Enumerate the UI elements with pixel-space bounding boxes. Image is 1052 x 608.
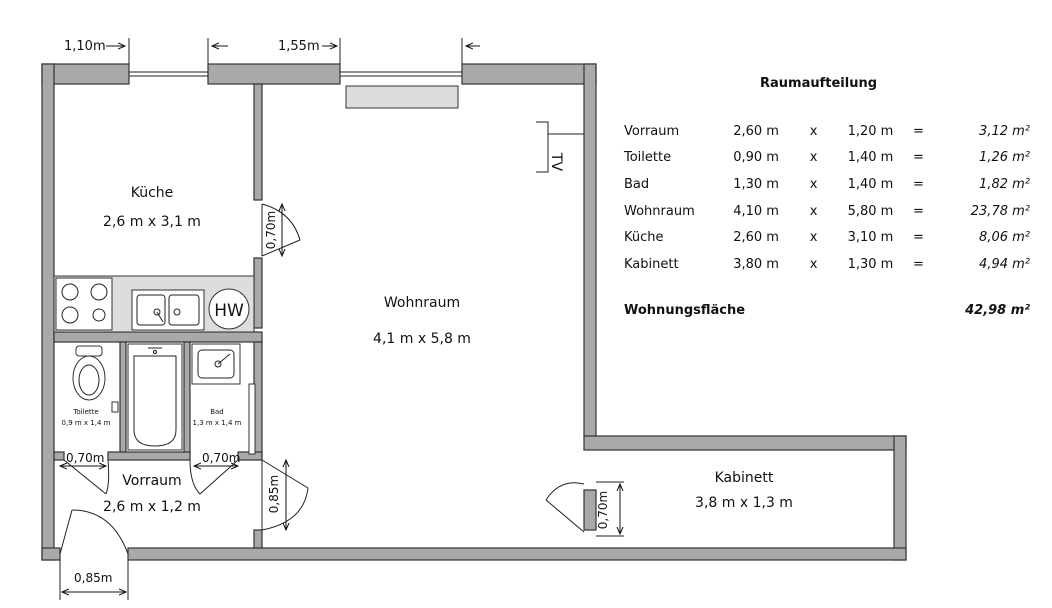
total-label: Wohnungsfläche bbox=[624, 302, 746, 318]
schedule-width: 4,10 m bbox=[733, 203, 779, 219]
tv-icon bbox=[536, 122, 584, 172]
schedule-equals: = bbox=[912, 150, 924, 166]
schedule-width: 1,30 m bbox=[733, 176, 779, 192]
schedule-equals: = bbox=[912, 256, 924, 272]
schedule-times: x bbox=[809, 203, 818, 219]
schedule-room: Kabinett bbox=[624, 256, 679, 272]
radiator bbox=[346, 86, 458, 108]
room-bad-name: Bad bbox=[210, 408, 224, 416]
room-wohnraum-size: 4,1 m x 5,8 m bbox=[373, 331, 471, 347]
schedule-table bbox=[610, 118, 1030, 278]
schedule-area: 1,82 m² bbox=[979, 176, 1030, 192]
schedule-equals: = bbox=[912, 123, 924, 139]
schedule-length: 3,10 m bbox=[847, 230, 894, 246]
schedule-times: x bbox=[809, 230, 818, 246]
room-kueche-name: Küche bbox=[130, 185, 174, 201]
schedule-length: 1,40 m bbox=[847, 150, 894, 166]
kitchen-counter bbox=[54, 276, 254, 332]
schedule-room: Toilette bbox=[624, 150, 672, 166]
toilet-icon bbox=[73, 346, 118, 412]
schedule-area: 3,12 m² bbox=[979, 123, 1030, 139]
schedule-row bbox=[610, 118, 1030, 145]
schedule-room: Küche bbox=[624, 230, 664, 246]
schedule-area: 4,94 m² bbox=[979, 256, 1030, 272]
room-vorraum-name: Vorraum bbox=[122, 473, 182, 489]
room-kabinett-name: Kabinett bbox=[714, 470, 774, 486]
schedule-area: 8,06 m² bbox=[979, 230, 1030, 246]
schedule-length: 1,20 m bbox=[847, 123, 894, 139]
schedule-row bbox=[610, 145, 1030, 172]
room-wohnraum-name: Wohnraum bbox=[383, 295, 461, 311]
dim-window-middle: 1,55m bbox=[278, 39, 320, 54]
schedule-width: 2,60 m bbox=[733, 230, 779, 246]
dim-door-kitchen: 0,70m bbox=[264, 210, 278, 250]
dim-door-cabinet: 0,70m bbox=[596, 490, 610, 530]
schedule-length: 1,30 m bbox=[847, 256, 894, 272]
kitchen-sink bbox=[132, 290, 204, 330]
schedule-times: x bbox=[809, 150, 818, 166]
room-toilette-size: 0,9 m x 1,4 m bbox=[61, 419, 111, 427]
dim-door-bath: 0,70m bbox=[202, 451, 241, 465]
schedule-width: 2,60 m bbox=[733, 123, 779, 139]
schedule-row bbox=[610, 171, 1030, 198]
schedule-room: Wohnraum bbox=[624, 203, 695, 219]
room-vorraum-size: 2,6 m x 1,2 m bbox=[103, 499, 201, 515]
schedule-times: x bbox=[809, 176, 818, 192]
dim-door-toilet: 0,70m bbox=[66, 451, 105, 465]
schedule-room: Vorraum bbox=[624, 123, 680, 139]
schedule-row bbox=[610, 198, 1030, 225]
schedule-room: Bad bbox=[624, 176, 650, 192]
room-bad-size: 1,3 m x 1,4 m bbox=[192, 419, 242, 427]
room-schedule bbox=[610, 76, 1030, 318]
schedule-equals: = bbox=[912, 230, 924, 246]
schedule-equals: = bbox=[912, 203, 924, 219]
schedule-times: x bbox=[809, 123, 818, 139]
schedule-width: 3,80 m bbox=[733, 256, 779, 272]
total-row bbox=[610, 303, 1030, 318]
wardrobe bbox=[249, 384, 255, 454]
room-kueche-size: 2,6 m x 3,1 m bbox=[103, 214, 201, 230]
dim-door-living: 0,85m bbox=[267, 474, 281, 514]
water-heater-label: HW bbox=[214, 301, 244, 321]
bathtub bbox=[128, 344, 182, 450]
tv-label: TV bbox=[548, 152, 564, 172]
schedule-times: x bbox=[809, 256, 818, 272]
schedule-area: 1,26 m² bbox=[979, 150, 1030, 166]
washbasin bbox=[192, 344, 240, 384]
schedule-equals: = bbox=[912, 176, 924, 192]
room-toilette-name: Toilette bbox=[73, 408, 99, 416]
room-kabinett-size: 3,8 m x 1,3 m bbox=[695, 495, 793, 511]
schedule-area: 23,78 m² bbox=[970, 203, 1030, 219]
total-area: 42,98 m² bbox=[965, 302, 1030, 318]
schedule-row bbox=[610, 224, 1030, 251]
schedule-title: Raumaufteilung bbox=[760, 76, 878, 91]
schedule-length: 5,80 m bbox=[847, 203, 894, 219]
schedule-length: 1,40 m bbox=[847, 176, 894, 192]
schedule-width: 0,90 m bbox=[733, 150, 779, 166]
dim-door-entrance: 0,85m bbox=[74, 571, 113, 585]
schedule-row bbox=[610, 251, 1030, 278]
dim-window-left: 1,10m bbox=[64, 39, 106, 54]
